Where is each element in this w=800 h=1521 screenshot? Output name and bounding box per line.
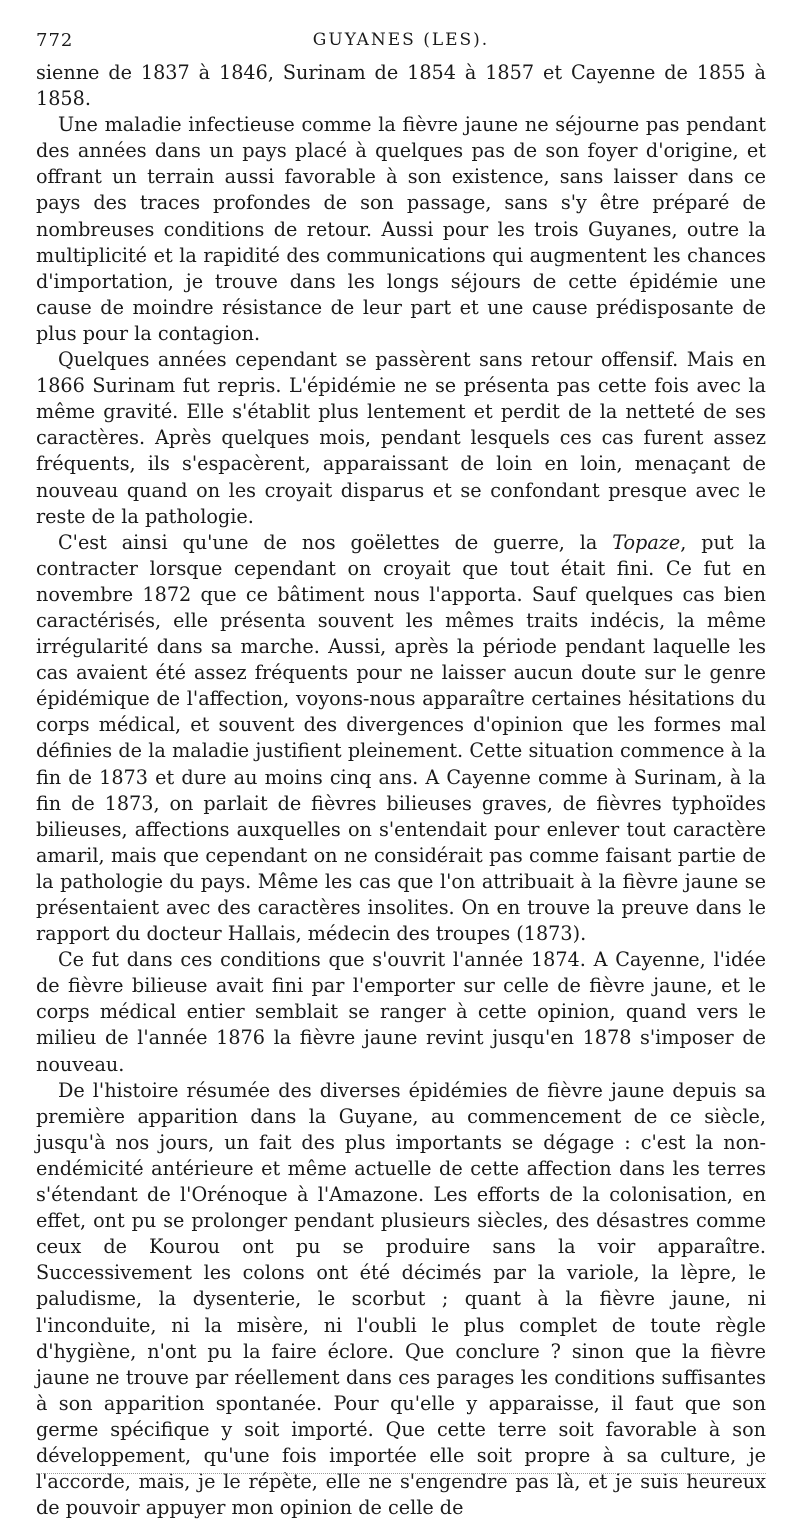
topaze-text-before: C'est ainsi qu'une de nos goëlettes de guerre, la	[58, 530, 613, 554]
page-header	[36, 30, 766, 60]
paragraph-topaze	[36, 530, 766, 948]
ship-name-topaze: Topaze	[612, 530, 681, 554]
topaze-text-after: , put la contracter lorsque cependant on croyait que tout était fini. Ce fut en novembre 1872 que ce bâtiment nous l'apporta. Sauf quelques cas bien caractérisés, elle présenta souvent les mêmes traits indécis, la même irrégularité dans sa marche. Aussi, après la période pendant laquelle les cas avaient été assez fréquents pour ne laisser aucun doute sur le genre épidémique de l'affection, voyons-nous apparaître certaines hésitations du corps médical, et souvent des divergences d'opinion que les formes mal définies de la maladie justifient pleinement. Cette situation commence à la fin de 1873 et dure au moins cinq ans. A Cayenne comme à Surinam, à la fin de 1873, on parlait de fièvres bilieuses graves, de fièvres typhoïdes bilieuses, affections auxquelles on s'entendait pour enlever tout caractère amaril, mais que cependant on ne considérait pas comme faisant partie de la pathologie du pays. Même les cas que l'on attribuait à la fièvre jaune se présentaient avec des caractères insolites. On en trouve la preuve dans le rapport du docteur Hallais, médecin des troupes (1873).	[36, 530, 766, 946]
running-title: GUYANES (LES).	[312, 30, 490, 50]
paragraph-continuation: sienne de 1837 à 1846, Surinam de 1854 à 1857 et Cayenne de 1855 à 1858.	[36, 61, 766, 111]
paragraph-conclusion: De l'histoire résumée des diverses épidémies de fièvre jaune depuis sa première apparition dans la Guyane, au commencement de ce siècle, jusqu'à nos jours, un fait des plus importants se dégage : c'est la non-endémicité antérieure et même actuelle de cette affection dans les terres s'étendant de l'Orénoque à l'Amazone. Les efforts de la colonisation, en effet, ont pu se prolonger pendant plusieurs siècles, des désastres comme ceux de Kourou ont pu se produire sans la voir apparaître. Successivement les colons ont été décimés par la variole, la lèpre, le paludisme, la dysenterie, le scorbut ; quant à la fièvre jaune, ni l'inconduite, ni la misère, ni l'oubli le plus complet de toute règle d'hygiène, n'ont pu la faire éclore. Que conclure ? sinon que la fièvre jaune ne trouve par réellement dans ces parages les conditions suffisantes à son apparition spontanée. Pour qu'elle y apparaisse, il faut que son germe spécifique y soit importé. Que cette terre soit favorable à son développement, qu'une fois importée elle soit propre à sa culture, je l'accorde, mais, je le répète, elle ne s'engendre pas là, et je suis heureux de pouvoir appuyer mon opinion de celle de	[36, 1078, 766, 1520]
body-text	[36, 60, 766, 1521]
footer-rule	[36, 1473, 766, 1474]
paragraph-surinam-1866: Quelques années cependant se passèrent sans retour offensif. Mais en 1866 Surinam fut repris. L'épidémie ne se présenta pas cette fois avec la même gravité. Elle s'établit plus lentement et perdit de la netteté de ses caractères. Après quelques mois, pendant lesquels ces cas furent assez fréquents, ils s'espacèrent, apparaissant de loin en loin, menaçant de nouveau quand on les croyait disparus et se confondant presque avec le reste de la pathologie.	[36, 348, 766, 528]
document-page	[36, 30, 766, 1521]
page-number: 772	[36, 30, 74, 51]
paragraph-year-1874: Ce fut dans ces conditions que s'ouvrit l'année 1874. A Cayenne, l'idée de fièvre bilieuse avait fini par l'emporter sur celle de fièvre jaune, et le corps médical entier semblait se ranger à cette opinion, quand vers le milieu de l'année 1876 la fièvre jaune revint jusqu'en 1878 s'imposer de nouveau.	[36, 948, 766, 1076]
paragraph-infectious-disease: Une maladie infectieuse comme la fièvre jaune ne séjourne pas pendant des années dans un pays placé à quelques pas de son foyer d'origine, et offrant un terrain aussi favorable à son existence, sans laisser dans ce pays des traces profondes de son passage, sans s'y être préparé de nombreuses conditions de retour. Aussi pour les trois Guyanes, outre la multiplicité et la rapidité des communications qui augmentent les chances d'importation, je trouve dans les longs séjours de cette épidémie une cause de moindre résistance de leur part et une cause prédisposante de plus pour la contagion.	[36, 113, 766, 345]
